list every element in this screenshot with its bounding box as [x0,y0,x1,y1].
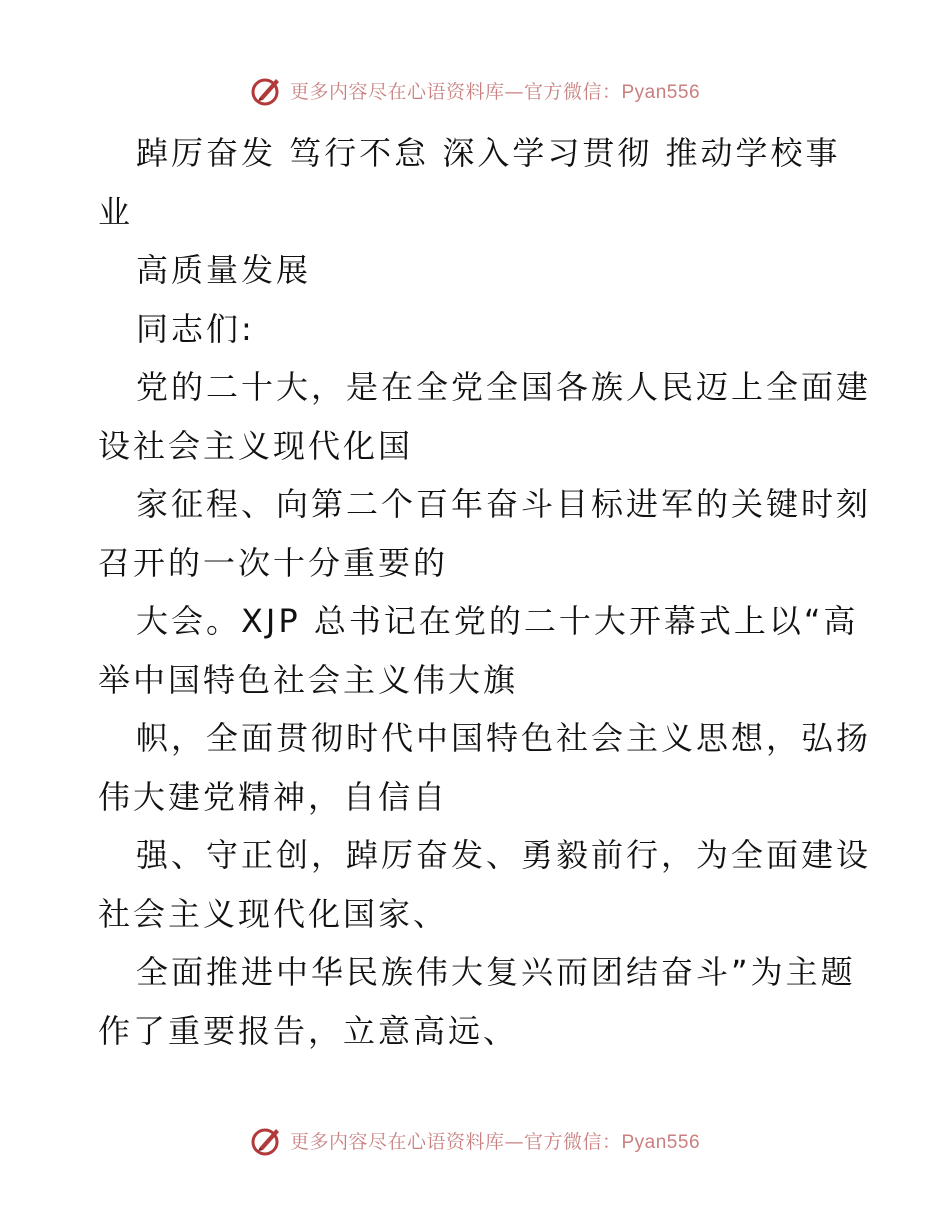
quill-pen-circle-icon [250,1123,284,1157]
quill-pen-circle-icon [250,73,284,107]
paragraph-line: 举中国特色社会主义伟大旗 [98,660,519,699]
paragraph-line: 家征程、向第二个百年奋斗目标进军的关键时刻 [136,485,872,523]
paragraph-line: 召开的一次十分重要的 [98,543,449,582]
paragraph-line: 业 [98,192,134,231]
watermark-label: 更多内容尽在心语资料库—官方微信： [289,1130,622,1153]
watermark-text [290,77,700,104]
footer-watermark-banner [0,1120,950,1160]
paragraph-line: 大会。XJP 总书记在党的二十大开幕式上以“高 [136,602,859,640]
wechat-id: Pyan556 [621,1131,701,1153]
paragraph-line: 同志们: [136,309,255,348]
paragraph-line: 踔厉奋发 笃行不怠 深入学习贯彻 推动学校事 [136,134,841,172]
header-watermark-banner [0,70,950,110]
paragraph-line: 全面推进中华民族伟大复兴而团结奋斗”为主题 [136,953,856,991]
document-body [98,124,872,1060]
watermark-text [290,1127,700,1154]
paragraph-line: 帜，全面贯彻时代中国特色社会主义思想，弘扬 [136,719,872,757]
paragraph-line: 作了重要报告，立意高远、 [98,1011,519,1050]
paragraph-line: 伟大建党精神，自信自 [98,777,449,816]
paragraph-line: 社会主义现代化国家、 [98,894,449,933]
paragraph-line: 强、守正创，踔厉奋发、勇毅前行，为全面建设 [136,836,872,874]
watermark-label: 更多内容尽在心语资料库—官方微信： [289,80,622,103]
paragraph-line: 设社会主义现代化国 [98,426,414,465]
paragraph-line: 党的二十大，是在全党全国各族人民迈上全面建 [136,368,872,406]
wechat-id: Pyan556 [621,81,701,103]
paragraph-line: 高质量发展 [136,251,312,289]
